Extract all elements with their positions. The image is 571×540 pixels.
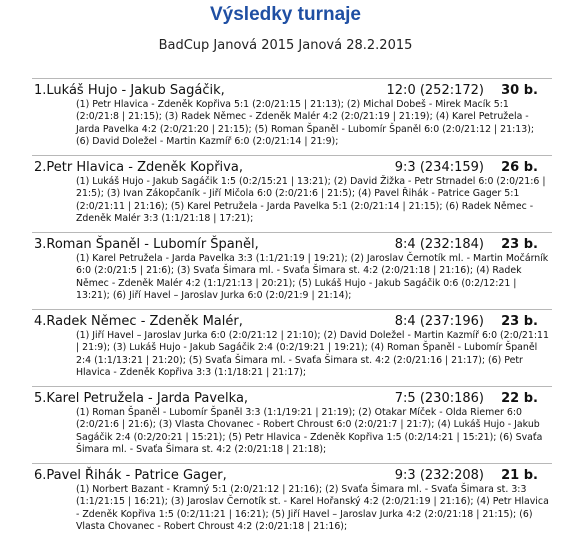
team-name: 6.Pavel Řihák - Patrice Gager, (34, 468, 227, 483)
match-results: (1) Norbert Bazant - Kramný 5:1 (2:0/21:12 | 21:16); (2) Svaťa Šimara ml. - Svaťa Šimara st. 3:3 (1:1/21:15 | 16:21); (3) Jaroslav Černotík st. - Karel Hořanský 4:2 (2:0/21:19 | 21:16); (4) Petr Hlavica - Zdeněk Kopřiva 1:5 (0:2/11:21 | 16:21); (5) Jiří Havel – Jaroslav Jurka 4:2 (2:0/21:18 | 21:15); (6) Vlasta Chovanec - Robert Chroust 4:2 (2:0/21:18 | 21:16); (76, 484, 549, 533)
team-name: 3.Roman Španěl - Lubomír Španěl, (34, 237, 259, 252)
entry-header (34, 237, 552, 253)
match-results: (1) Jiří Havel – Jaroslav Jurka 6:0 (2:0/21:12 | 21:10); (2) David Doležel - Martin Kazmíř 6:0 (2:0/21:11 | 21:9); (3) Lukáš Hujo - Jakub Sagáčik 2:4 (0:2/19:21 | 19:21); (4) Roman Španěl - Lubomír Španěl 2:4 (1:1/13:21 | 21:20); (5) Svaťa Šimara ml. - Svaťa Šimara st. 4:2 (2:0/21:16 | 21:17); (6) Petr Hlavica - Zdeněk Kopřiva 3:3 (1:1/18:21 | 21:17); (76, 330, 549, 379)
result-entry (32, 463, 552, 540)
team-points: 30 b. (501, 83, 538, 98)
result-entry (32, 155, 552, 232)
result-entry (32, 309, 552, 386)
entry-divider (32, 463, 552, 464)
entry-header (34, 83, 552, 99)
team-name: 5.Karel Petruželа - Jarda Pavelka, (34, 391, 249, 406)
entry-header (34, 314, 552, 330)
team-score: 7:5 (230:186) (394, 391, 484, 406)
team-name: 4.Radek Němec - Zdeněk Malér, (34, 314, 243, 329)
result-entry (32, 78, 552, 155)
match-results: (1) Lukáš Hujo - Jakub Sagáčik 1:5 (0:2/15:21 | 13:21); (2) David Žižka - Petr Strnadel 6:0 (2:0/21:6 | 21:5); (3) Ivan Zákopčaník - Jiří Mičola 6:0 (2:0/21:6 | 21:5); (4) Pavel Řihák - Patrice Gager 5:1 (2:0/21:11 | 21:16); (5) Karel Petruželа - Jarda Pavelka 5:1 (2:0/21:14 | 21:15); (6) Radek Němec - Zdeněk Malér 3:3 (1:1/21:18 | 17:21); (76, 176, 546, 225)
match-results: (1) Petr Hlavica - Zdeněk Kopřiva 5:1 (2:0/21:15 | 21:13); (2) Michal Dobeš - Mirek Macík 5:1 (2:0/21:8 | 21:15); (3) Radek Němec - Zdeněk Malér 4:2 (2:0/21:19 | 21:19); (4) Karel Petruželа - Jarda Pavelka 4:2 (2:0/21:20 | 21:15); (5) Roman Španěl - Lubomír Španěl 6:0 (2:0/21:12 | 21:13); (6) David Doležel - Martin Kazmíř 6:0 (2:0/21:14 | 21:9); (76, 99, 535, 148)
entry-header (34, 391, 552, 407)
result-entry (32, 386, 552, 463)
tournament-subtitle: BadCup Janová 2015 Janová 28.2.2015 (158, 38, 413, 53)
team-points: 23 b. (501, 237, 538, 252)
team-score: 9:3 (234:159) (394, 160, 484, 175)
entry-divider (32, 155, 552, 156)
team-name: 1.Lukáš Hujo - Jakub Sagáčik, (34, 83, 225, 98)
team-score: 12:0 (252:172) (386, 83, 484, 98)
entry-divider (32, 232, 552, 233)
entry-header (34, 468, 552, 484)
page-title: Výsledky turnaje (209, 4, 362, 25)
team-score: 9:3 (232:208) (394, 468, 484, 483)
entry-header (34, 160, 552, 176)
entry-divider (32, 78, 552, 79)
team-points: 21 b. (501, 468, 538, 483)
results-list (32, 78, 552, 540)
team-points: 23 b. (501, 314, 538, 329)
team-score: 8:4 (232:184) (394, 237, 484, 252)
entry-divider (32, 386, 552, 387)
entry-divider (32, 309, 552, 310)
match-results: (1) Roman Španěl - Lubomír Španěl 3:3 (1:1/19:21 | 21:19); (2) Otakar Míček - Olda Riemer 6:0 (2:0/21:6 | 21:6); (3) Vlasta Chovanec - Robert Chroust 6:0 (2:0/21:7 | 21:7); (4) Lukáš Hujo - Jakub Sagáčik 2:4 (0:2/20:21 | 15:21); (5) Petr Hlavica - Zdeněk Kopřiva 1:5 (0:2/14:21 | 15:21); (6) Svaťa Šimara ml. - Svaťa Šimara st. 4:2 (2:0/21:18 | 21:18); (76, 407, 543, 456)
team-points: 22 b. (501, 391, 538, 406)
team-points: 26 b. (501, 160, 538, 175)
match-results: (1) Karel Petruželа - Jarda Pavelka 3:3 (1:1/21:19 | 19:21); (2) Jaroslav Černotík ml. - Martin Močárník 6:0 (2:0/21:5 | 21:6); (3) Svaťa Šimara ml. - Svaťa Šimara st. 4:2 (2:0/21:18 | 21:16); (4) Radek Němec - Zdeněk Malér 4:2 (1:1/21:13 | 20:21); (5) Lukáš Hujo - Jakub Sagáčik 0:6 (0:2/12:21 | 13:21); (6) Jiří Havel – Jaroslav Jurka 6:0 (2:0/21:9 | 21:14); (76, 253, 549, 302)
team-name: 2.Petr Hlavica - Zdeněk Kopřiva, (34, 160, 243, 175)
result-entry (32, 232, 552, 309)
team-score: 8:4 (237:196) (394, 314, 484, 329)
